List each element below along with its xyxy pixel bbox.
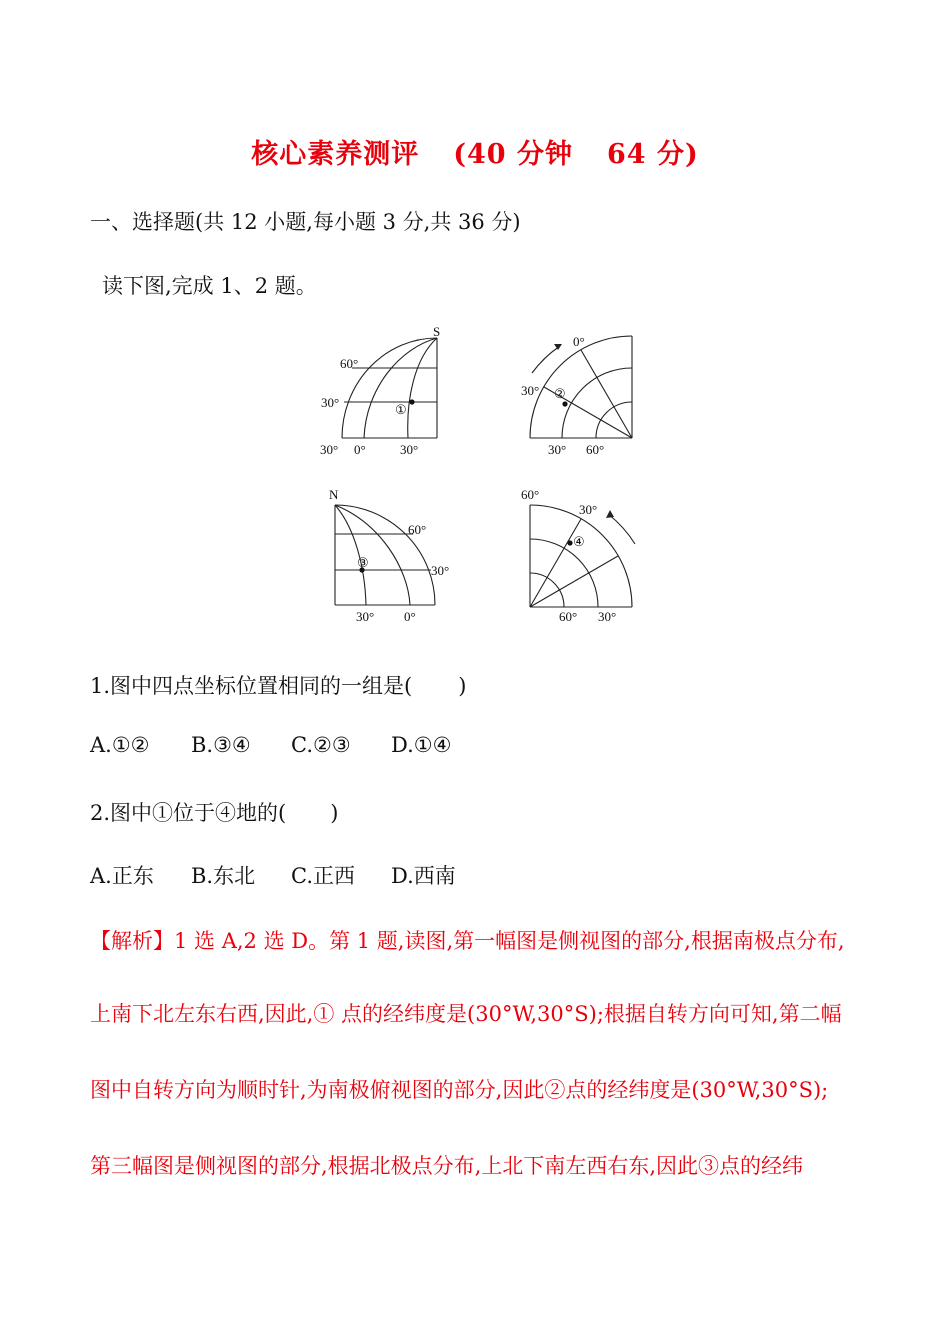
option-a[interactable]: A.正东 [90,864,154,888]
figure-2-grid [530,336,632,438]
option-d[interactable]: D.①④ [391,733,452,757]
option-a[interactable]: A.①② [90,733,150,757]
fig3-pole-label: N [329,487,339,502]
question-2-options [90,860,456,890]
question-2-stem [90,797,338,827]
fig4-lat-label: 60° [559,609,578,624]
option-b[interactable]: B.东北 [191,864,256,888]
fig4-point-label: ④ [573,534,585,549]
fig1-pole-label: S [433,324,441,339]
question-intro: 读下图,完成 1、2 题。 [102,274,317,298]
point-2-marker [562,401,567,406]
title-main: 核心素养测评 [251,139,420,170]
option-c[interactable]: C.正西 [291,864,355,888]
question-1-text: 1.图中四点坐标位置相同的一组是( [90,674,413,698]
figure-1-grid [342,338,437,438]
option-d[interactable]: D.西南 [391,864,456,888]
fig3-lon-label: 0° [404,609,416,624]
analysis-line-4: 第三幅图是侧视图的部分,根据北极点分布,上北下南左西右东,因此③点的经纬 [90,1154,804,1178]
option-c[interactable]: C.②③ [291,733,351,757]
question-1-paren: ) [458,674,467,698]
point-1-marker [409,399,414,404]
fig1-lon-label: 30° [320,442,339,457]
title-score: 64 分) [607,139,699,170]
analysis-line-1: 【解析】1 选 A,2 选 D。第 1 题,读图,第一幅图是侧视图的部分,根据南极点分布, [90,929,845,953]
fig4-lon-label: 30° [579,502,598,517]
figure-4-grid [530,505,635,607]
question-2-paren: ) [330,801,339,825]
fig2-point-label: ② [554,386,566,401]
fig2-lon-label: 0° [573,334,585,349]
page-title [0,132,950,171]
fig1-lat-label: 30° [321,395,340,410]
fig2-lat-label: 60° [586,442,605,457]
fig3-lat-label: 30° [431,563,450,578]
fig1-point-label: ① [395,402,407,417]
question-1-options [90,733,451,757]
fig3-lon-label: 30° [356,609,375,624]
fig1-lat-label: 60° [340,356,359,371]
fig1-lon-label: 30° [400,442,419,457]
fig2-lat-label: 30° [548,442,567,457]
analysis-line-2: 上南下北左东右西,因此,① 点的经纬度是(30°W,30°S);根据自转方向可知,第二幅 [90,1002,842,1026]
question-2-text: 2.图中①位于④地的( [90,801,287,825]
option-b[interactable]: B.③④ [191,733,251,757]
analysis-line-3: 图中自转方向为顺时针,为南极俯视图的部分,因此②点的经纬度是(30°W,30°S); [90,1078,829,1102]
point-4-marker [567,540,572,545]
question-1-stem [90,670,466,700]
title-time: (40 分钟 [453,139,573,170]
figure-3-grid [335,505,435,605]
fig3-lat-label: 60° [408,522,427,537]
fig1-lon-label: 0° [354,442,366,457]
section-heading: 一、选择题(共 12 小题,每小题 3 分,共 36 分) [90,210,521,234]
rotation-arrow-icon [606,510,614,518]
fig3-point-label: ③ [357,555,369,570]
figures-panel [300,318,660,638]
fig2-lon-label: 30° [521,383,540,398]
fig4-lon-label: 60° [521,487,540,502]
fig4-lat-label: 30° [598,609,617,624]
